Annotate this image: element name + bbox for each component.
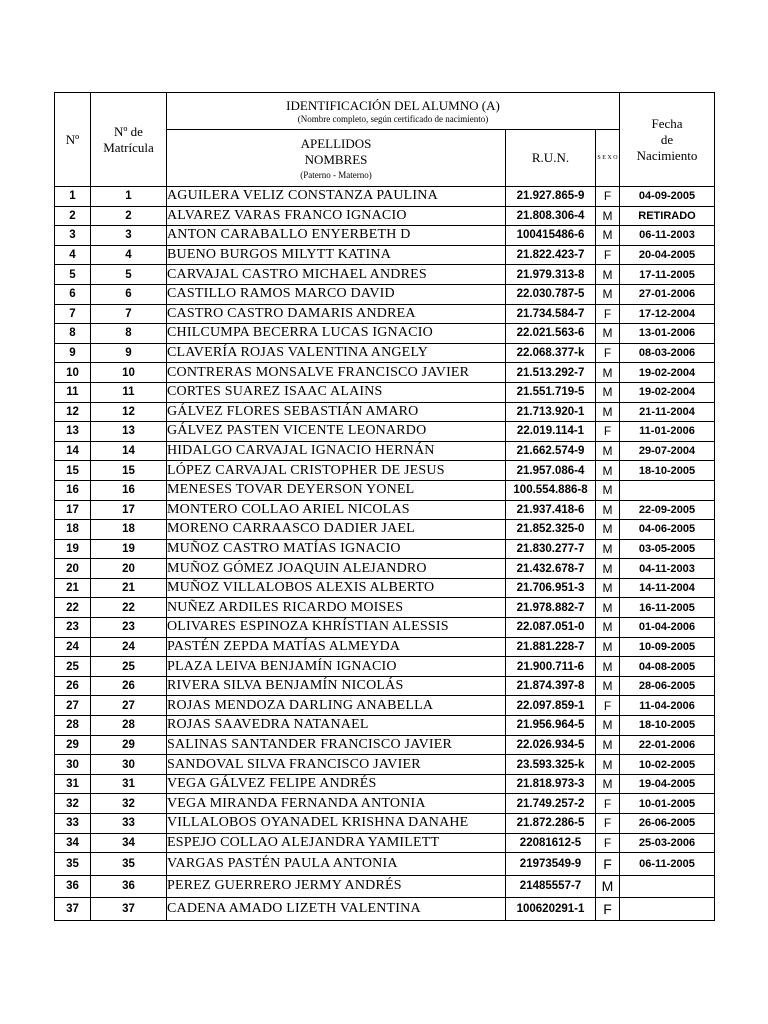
- birth-date: 19-02-2004: [620, 382, 715, 402]
- table-row: [55, 898, 715, 921]
- matricula-number: 22: [91, 598, 167, 618]
- student-sex: M: [596, 637, 620, 657]
- student-sex: M: [596, 578, 620, 598]
- header-run: R.U.N.: [506, 130, 596, 187]
- student-name: BUENO BURGOS MILYTT KATINA: [167, 245, 506, 265]
- birth-date: 22-09-2005: [620, 500, 715, 520]
- matricula-number: 23: [91, 618, 167, 638]
- student-run: 21.551.719-5: [506, 382, 596, 402]
- student-run: 22.021.563-6: [506, 324, 596, 344]
- matricula-number: 17: [91, 500, 167, 520]
- student-run: 21.956.964-5: [506, 716, 596, 736]
- table-row: [55, 676, 715, 696]
- row-number: 32: [55, 794, 91, 814]
- birth-date: 26-06-2005: [620, 814, 715, 834]
- student-name: PEREZ GUERRERO JERMY ANDRÉS: [167, 875, 506, 898]
- student-name: MONTERO COLLAO ARIEL NICOLAS: [167, 500, 506, 520]
- student-sex: M: [596, 559, 620, 579]
- student-sex: F: [596, 833, 620, 853]
- matricula-number: 8: [91, 324, 167, 344]
- table-row: [55, 187, 715, 207]
- birth-date: 04-11-2003: [620, 559, 715, 579]
- student-name: MORENO CARRAASCO DADIER JAEL: [167, 520, 506, 540]
- table-row: [55, 226, 715, 246]
- student-run: 21.979.313-8: [506, 265, 596, 285]
- student-name: SANDOVAL SILVA FRANCISCO JAVIER: [167, 755, 506, 775]
- matricula-number: 2: [91, 206, 167, 226]
- row-number: 31: [55, 774, 91, 794]
- student-run: 21.830.277-7: [506, 539, 596, 559]
- student-sex: F: [596, 245, 620, 265]
- table-row: [55, 774, 715, 794]
- student-sex: F: [596, 343, 620, 363]
- table-row: [55, 402, 715, 422]
- student-name: VARGAS PASTÉN PAULA ANTONIA: [167, 853, 506, 876]
- birth-date: 16-11-2005: [620, 598, 715, 618]
- table-row: [55, 284, 715, 304]
- birth-date: 29-07-2004: [620, 441, 715, 461]
- birth-date: 08-03-2006: [620, 343, 715, 363]
- table-row: [55, 598, 715, 618]
- student-run: 21.881.228-7: [506, 637, 596, 657]
- student-sex: M: [596, 461, 620, 481]
- student-run: 21.749.257-2: [506, 794, 596, 814]
- row-number: 35: [55, 853, 91, 876]
- table-row: [55, 657, 715, 677]
- matricula-number: 6: [91, 284, 167, 304]
- student-run: 21.662.574-9: [506, 441, 596, 461]
- matricula-number: 24: [91, 637, 167, 657]
- student-name: OLIVARES ESPINOZA KHRÍSTIAN ALESSIS: [167, 618, 506, 638]
- student-sex: F: [596, 898, 620, 921]
- table-row: [55, 520, 715, 540]
- row-number: 28: [55, 716, 91, 736]
- birth-date: 14-11-2004: [620, 578, 715, 598]
- header-nombres: NOMBRES: [304, 151, 368, 167]
- student-name: CORTES SUAREZ ISAAC ALAINS: [167, 382, 506, 402]
- student-sex: M: [596, 382, 620, 402]
- header-identificacion: [167, 93, 620, 130]
- student-run: 22081612-5: [506, 833, 596, 853]
- row-number: 10: [55, 363, 91, 383]
- header-sexo: [596, 130, 620, 187]
- header-nombre-completo: [167, 130, 506, 187]
- birth-date: [620, 875, 715, 898]
- row-number: 6: [55, 284, 91, 304]
- student-run: 100.554.886-8: [506, 480, 596, 500]
- student-run: 22.019.114-1: [506, 422, 596, 442]
- student-name: PASTÉN ZEPDA MATÍAS ALMEYDA: [167, 637, 506, 657]
- student-sex: M: [596, 676, 620, 696]
- student-name: NUÑEZ ARDILES RICARDO MOISES: [167, 598, 506, 618]
- student-name: CARVAJAL CASTRO MICHAEL ANDRES: [167, 265, 506, 285]
- birth-date: 18-10-2005: [620, 461, 715, 481]
- student-run: 21.900.711-6: [506, 657, 596, 677]
- matricula-number: 15: [91, 461, 167, 481]
- student-name: MUÑOZ GÓMEZ JOAQUIN ALEJANDRO: [167, 559, 506, 579]
- table-row: [55, 265, 715, 285]
- table-row: [55, 480, 715, 500]
- student-name: MUÑOZ CASTRO MATÍAS IGNACIO: [167, 539, 506, 559]
- student-name: CADENA AMADO LIZETH VALENTINA: [167, 898, 506, 921]
- matricula-number: 37: [91, 898, 167, 921]
- birth-date: 06-11-2005: [620, 853, 715, 876]
- student-sex: M: [596, 402, 620, 422]
- matricula-number: 18: [91, 520, 167, 540]
- birth-date: 19-02-2004: [620, 363, 715, 383]
- row-number: 19: [55, 539, 91, 559]
- birth-date: 13-01-2006: [620, 324, 715, 344]
- table-row: [55, 245, 715, 265]
- student-name: GÁLVEZ PASTEN VICENTE LEONARDO: [167, 422, 506, 442]
- student-sex: M: [596, 500, 620, 520]
- birth-date: 25-03-2006: [620, 833, 715, 853]
- row-number: 14: [55, 441, 91, 461]
- student-sex: M: [596, 226, 620, 246]
- student-name: ESPEJO COLLAO ALEJANDRA YAMILETT: [167, 833, 506, 853]
- header-apellidos: APELLIDOS: [300, 135, 372, 151]
- birth-date: [620, 898, 715, 921]
- row-number: 7: [55, 304, 91, 324]
- row-number: 9: [55, 343, 91, 363]
- birth-date: [620, 480, 715, 500]
- student-run: 21.978.882-7: [506, 598, 596, 618]
- table-row: [55, 833, 715, 853]
- student-run: 22.087.051-0: [506, 618, 596, 638]
- table-row: [55, 559, 715, 579]
- student-run: 21.874.397-8: [506, 676, 596, 696]
- matricula-number: 36: [91, 875, 167, 898]
- student-run: 21.513.292-7: [506, 363, 596, 383]
- birth-date: 01-04-2006: [620, 618, 715, 638]
- birth-date: 17-12-2004: [620, 304, 715, 324]
- student-run: 22.097.859-1: [506, 696, 596, 716]
- matricula-number: 4: [91, 245, 167, 265]
- student-run: 21.706.951-3: [506, 578, 596, 598]
- student-sex: F: [596, 187, 620, 207]
- matricula-number: 27: [91, 696, 167, 716]
- birth-date: 11-01-2006: [620, 422, 715, 442]
- student-sex: M: [596, 441, 620, 461]
- matricula-number: 19: [91, 539, 167, 559]
- student-run: 22.068.377-k: [506, 343, 596, 363]
- student-rows: [55, 187, 715, 921]
- matricula-number: 30: [91, 755, 167, 775]
- student-sex: M: [596, 324, 620, 344]
- row-number: 22: [55, 598, 91, 618]
- student-run: 22.026.934-5: [506, 735, 596, 755]
- student-name: RIVERA SILVA BENJAMÍN NICOLÁS: [167, 676, 506, 696]
- matricula-number: 34: [91, 833, 167, 853]
- student-name: ROJAS SAAVEDRA NATANAEL: [167, 716, 506, 736]
- table-row: [55, 461, 715, 481]
- birth-date: 19-04-2005: [620, 774, 715, 794]
- table-row: [55, 363, 715, 383]
- table-row: [55, 875, 715, 898]
- student-name: AGUILERA VELIZ CONSTANZA PAULINA: [167, 187, 506, 207]
- table-row: [55, 422, 715, 442]
- student-name: MUÑOZ VILLALOBOS ALEXIS ALBERTO: [167, 578, 506, 598]
- matricula-number: 29: [91, 735, 167, 755]
- table-row: [55, 618, 715, 638]
- student-name: CONTRERAS MONSALVE FRANCISCO JAVIER: [167, 363, 506, 383]
- table-row: [55, 500, 715, 520]
- student-run: 100620291-1: [506, 898, 596, 921]
- student-run: 21.808.306-4: [506, 206, 596, 226]
- student-name: GÁLVEZ FLORES SEBASTIÁN AMARO: [167, 402, 506, 422]
- table-row: [55, 343, 715, 363]
- row-number: 25: [55, 657, 91, 677]
- matricula-number: 12: [91, 402, 167, 422]
- matricula-number: 32: [91, 794, 167, 814]
- table-row: [55, 755, 715, 775]
- table-row: [55, 206, 715, 226]
- student-run: 21.957.086-4: [506, 461, 596, 481]
- student-sex: M: [596, 735, 620, 755]
- matricula-number: 26: [91, 676, 167, 696]
- row-number: 36: [55, 875, 91, 898]
- table-row: [55, 853, 715, 876]
- row-number: 16: [55, 480, 91, 500]
- matricula-number: 9: [91, 343, 167, 363]
- header-fecha-nacimiento: Fecha de Nacimiento: [620, 93, 715, 187]
- row-number: 37: [55, 898, 91, 921]
- row-number: 11: [55, 382, 91, 402]
- matricula-number: 35: [91, 853, 167, 876]
- row-number: 2: [55, 206, 91, 226]
- row-number: 21: [55, 578, 91, 598]
- student-sex: M: [596, 755, 620, 775]
- student-sex: F: [596, 853, 620, 876]
- student-run: 21.818.973-3: [506, 774, 596, 794]
- student-sex: M: [596, 520, 620, 540]
- student-sex: M: [596, 284, 620, 304]
- row-number: 34: [55, 833, 91, 853]
- student-run: 21.852.325-0: [506, 520, 596, 540]
- student-sex: M: [596, 480, 620, 500]
- matricula-number: 16: [91, 480, 167, 500]
- row-number: 3: [55, 226, 91, 246]
- row-number: 27: [55, 696, 91, 716]
- row-number: 33: [55, 814, 91, 834]
- header-identificacion-subtitle: (Nombre completo, según certificado de nacimiento): [297, 113, 489, 124]
- birth-date: 04-08-2005: [620, 657, 715, 677]
- student-sex: M: [596, 598, 620, 618]
- table-row: [55, 716, 715, 736]
- student-run: 23.593.325-k: [506, 755, 596, 775]
- matricula-number: 7: [91, 304, 167, 324]
- student-sex: F: [596, 814, 620, 834]
- student-sex: F: [596, 304, 620, 324]
- table-row: [55, 304, 715, 324]
- matricula-number: 5: [91, 265, 167, 285]
- student-name: VEGA MIRANDA FERNANDA ANTONIA: [167, 794, 506, 814]
- row-number: 13: [55, 422, 91, 442]
- student-sex: F: [596, 696, 620, 716]
- matricula-number: 31: [91, 774, 167, 794]
- matricula-number: 33: [91, 814, 167, 834]
- student-sex: M: [596, 774, 620, 794]
- student-sex: F: [596, 422, 620, 442]
- matricula-number: 10: [91, 363, 167, 383]
- student-name: MENESES TOVAR DEYERSON YONEL: [167, 480, 506, 500]
- matricula-number: 25: [91, 657, 167, 677]
- student-run: 21.937.418-6: [506, 500, 596, 520]
- birth-date: 21-11-2004: [620, 402, 715, 422]
- student-run: 21.432.678-7: [506, 559, 596, 579]
- birth-date: 04-06-2005: [620, 520, 715, 540]
- student-sex: F: [596, 794, 620, 814]
- student-run: 21973549-9: [506, 853, 596, 876]
- row-number: 5: [55, 265, 91, 285]
- student-name: VEGA GÁLVEZ FELIPE ANDRÉS: [167, 774, 506, 794]
- header-sexo-letters: S E X O: [597, 154, 618, 161]
- student-name: ANTON CARABALLO ENYERBETH D: [167, 226, 506, 246]
- student-run: 21.927.865-9: [506, 187, 596, 207]
- birth-date: 28-06-2005: [620, 676, 715, 696]
- row-number: 23: [55, 618, 91, 638]
- birth-date: 10-09-2005: [620, 637, 715, 657]
- matricula-number: 3: [91, 226, 167, 246]
- student-name: LÓPEZ CARVAJAL CRISTOPHER DE JESUS: [167, 461, 506, 481]
- row-number: 24: [55, 637, 91, 657]
- table-row: [55, 441, 715, 461]
- row-number: 1: [55, 187, 91, 207]
- student-sex: M: [596, 363, 620, 383]
- row-number: 15: [55, 461, 91, 481]
- matricula-number: 14: [91, 441, 167, 461]
- student-name: CASTILLO RAMOS MARCO DAVID: [167, 284, 506, 304]
- student-run: 21485557-7: [506, 875, 596, 898]
- row-number: 12: [55, 402, 91, 422]
- header-paterno-materno: (Paterno - Materno): [300, 169, 372, 180]
- header-identificacion-title: IDENTIFICACIÓN DEL ALUMNO (A): [286, 97, 500, 113]
- student-sex: M: [596, 657, 620, 677]
- header-no: Nº: [55, 93, 91, 187]
- birth-date: 22-01-2006: [620, 735, 715, 755]
- row-number: 17: [55, 500, 91, 520]
- birth-date: 27-01-2006: [620, 284, 715, 304]
- student-run: 21.713.920-1: [506, 402, 596, 422]
- row-number: 8: [55, 324, 91, 344]
- table-row: [55, 794, 715, 814]
- student-run: 100415486-6: [506, 226, 596, 246]
- row-number: 29: [55, 735, 91, 755]
- birth-date: 11-04-2006: [620, 696, 715, 716]
- student-sex: M: [596, 618, 620, 638]
- student-name: CASTRO CASTRO DAMARIS ANDREA: [167, 304, 506, 324]
- student-name: SALINAS SANTANDER FRANCISCO JAVIER: [167, 735, 506, 755]
- birth-date: 18-10-2005: [620, 716, 715, 736]
- student-run: 21.822.423-7: [506, 245, 596, 265]
- matricula-number: 28: [91, 716, 167, 736]
- row-number: 26: [55, 676, 91, 696]
- row-number: 18: [55, 520, 91, 540]
- table-row: [55, 735, 715, 755]
- student-sex: M: [596, 206, 620, 226]
- row-number: 20: [55, 559, 91, 579]
- table-row: [55, 382, 715, 402]
- matricula-number: 1: [91, 187, 167, 207]
- student-name: HIDALGO CARVAJAL IGNACIO HERNÁN: [167, 441, 506, 461]
- student-run: 21.872.286-5: [506, 814, 596, 834]
- table-row: [55, 578, 715, 598]
- table-row: [55, 637, 715, 657]
- birth-date: 20-04-2005: [620, 245, 715, 265]
- matricula-number: 11: [91, 382, 167, 402]
- header-matricula: Nº de Matrícula: [91, 93, 167, 187]
- birth-date: 17-11-2005: [620, 265, 715, 285]
- student-run: 22.030.787-5: [506, 284, 596, 304]
- birth-date: 06-11-2003: [620, 226, 715, 246]
- student-name: PLAZA LEIVA BENJAMÍN IGNACIO: [167, 657, 506, 677]
- student-sex: M: [596, 716, 620, 736]
- student-list-table: [54, 92, 715, 921]
- birth-date: 03-05-2005: [620, 539, 715, 559]
- table-row: [55, 814, 715, 834]
- matricula-number: 21: [91, 578, 167, 598]
- student-name: CLAVERÍA ROJAS VALENTINA ANGELY: [167, 343, 506, 363]
- row-number: 4: [55, 245, 91, 265]
- matricula-number: 20: [91, 559, 167, 579]
- student-sex: M: [596, 265, 620, 285]
- row-number: 30: [55, 755, 91, 775]
- student-sex: M: [596, 875, 620, 898]
- matricula-number: 13: [91, 422, 167, 442]
- student-sex: M: [596, 539, 620, 559]
- student-name: CHILCUMPA BECERRA LUCAS IGNACIO: [167, 324, 506, 344]
- table-row: [55, 324, 715, 344]
- table-row: [55, 696, 715, 716]
- student-name: VILLALOBOS OYANADEL KRISHNA DANAHE: [167, 814, 506, 834]
- birth-date: RETIRADO: [620, 206, 715, 226]
- birth-date: 04-09-2005: [620, 187, 715, 207]
- student-name: ALVAREZ VARAS FRANCO IGNACIO: [167, 206, 506, 226]
- table-row: [55, 539, 715, 559]
- student-name: ROJAS MENDOZA DARLING ANABELLA: [167, 696, 506, 716]
- birth-date: 10-01-2005: [620, 794, 715, 814]
- student-run: 21.734.584-7: [506, 304, 596, 324]
- birth-date: 10-02-2005: [620, 755, 715, 775]
